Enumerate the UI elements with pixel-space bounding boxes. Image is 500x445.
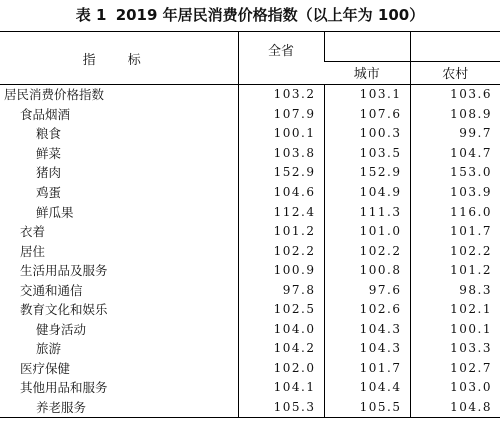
cell-urban: 103.1 — [324, 85, 410, 105]
cell-rural: 101.7 — [410, 222, 500, 242]
table-row — [0, 320, 500, 340]
cell-rural: 101.2 — [410, 261, 500, 281]
row-label: 交通和通信 — [20, 282, 83, 298]
cell-national: 100.9 — [238, 261, 324, 281]
row-label: 居住 — [20, 243, 46, 259]
cell-rural: 100.1 — [410, 320, 500, 340]
header-urban: 城市 — [324, 61, 410, 84]
cell-urban: 104.3 — [324, 320, 410, 340]
cell-national: 104.6 — [238, 183, 324, 203]
cell-urban: 104.4 — [324, 378, 410, 398]
cell-national: 107.9 — [238, 105, 324, 125]
table-row — [0, 105, 500, 125]
table-title-text: 2019 年居民消费价格指数（以上年为 100） — [115, 6, 425, 24]
cell-national: 104.2 — [238, 339, 324, 359]
table-row — [0, 124, 500, 144]
row-label: 养老服务 — [0, 398, 238, 418]
cell-rural: 108.9 — [410, 105, 500, 125]
table-row — [0, 359, 500, 379]
cell-rural: 104.8 — [410, 398, 500, 418]
cell-urban: 102.6 — [324, 300, 410, 320]
row-label: 食品烟酒 — [20, 106, 71, 122]
table-row — [0, 378, 500, 398]
row-label: 猪肉 — [36, 165, 62, 181]
table-row — [0, 339, 500, 359]
cell-urban: 102.2 — [324, 241, 410, 261]
cell-urban: 101.7 — [324, 359, 410, 379]
cell-rural: 116.0 — [410, 202, 500, 222]
cell-rural: 102.7 — [410, 359, 500, 379]
cell-rural: 98.3 — [410, 280, 500, 300]
cell-national: 152.9 — [238, 163, 324, 183]
table-row — [0, 144, 500, 164]
cell-national: 97.8 — [238, 280, 324, 300]
cell-rural: 103.6 — [410, 85, 500, 105]
table-row — [0, 300, 500, 320]
cell-rural: 102.1 — [410, 300, 500, 320]
table-row — [0, 183, 500, 203]
table-row — [0, 85, 500, 105]
cell-national: 103.2 — [238, 85, 324, 105]
cell-urban: 105.5 — [324, 398, 410, 418]
cell-rural: 103.3 — [410, 339, 500, 359]
cell-urban: 100.3 — [324, 124, 410, 144]
cell-urban: 107.6 — [324, 105, 410, 125]
header-urban-spacer — [324, 32, 410, 62]
row-label: 教育文化和娱乐 — [20, 302, 108, 318]
table-row — [0, 241, 500, 261]
header-indicator: 指 标 — [0, 32, 238, 85]
header-rural: 农村 — [410, 61, 500, 84]
row-label: 鲜瓜果 — [36, 204, 74, 220]
table-row — [0, 261, 500, 281]
row-label: 健身活动 — [36, 321, 87, 337]
table-row — [0, 202, 500, 222]
table-row — [0, 280, 500, 300]
cell-urban: 104.9 — [324, 183, 410, 203]
row-label: 鸡蛋 — [36, 185, 62, 200]
table-row — [0, 398, 500, 418]
cell-national: 102.0 — [238, 359, 324, 379]
table-title — [0, 4, 500, 26]
cell-national: 104.1 — [238, 378, 324, 398]
cell-urban: 152.9 — [324, 163, 410, 183]
row-label: 居民消费价格指数 — [0, 85, 238, 105]
table-row — [0, 163, 500, 183]
row-label: 衣着 — [20, 224, 46, 240]
cell-urban: 97.6 — [324, 280, 410, 300]
row-label: 粮食 — [36, 126, 62, 142]
cell-national: 102.2 — [238, 241, 324, 261]
cell-urban: 101.0 — [324, 222, 410, 242]
header-national: 全省 — [238, 32, 324, 85]
cell-national: 101.2 — [238, 222, 324, 242]
cell-urban: 104.3 — [324, 339, 410, 359]
cell-national: 104.0 — [238, 320, 324, 340]
cell-rural: 99.7 — [410, 124, 500, 144]
table-body — [0, 85, 500, 418]
cell-rural: 102.2 — [410, 241, 500, 261]
cell-national: 103.8 — [238, 144, 324, 164]
cell-national: 112.4 — [238, 202, 324, 222]
cell-rural: 153.0 — [410, 163, 500, 183]
cell-national: 100.1 — [238, 124, 324, 144]
cell-national: 105.3 — [238, 398, 324, 418]
cell-urban: 111.3 — [324, 202, 410, 222]
cell-national: 102.5 — [238, 300, 324, 320]
row-label: 鲜菜 — [36, 145, 62, 161]
table-row — [0, 222, 500, 242]
cell-rural: 104.7 — [410, 144, 500, 164]
header-rural-spacer — [410, 32, 500, 62]
table-number: 表 1 — [75, 6, 107, 24]
cell-rural: 103.9 — [410, 183, 500, 203]
row-label: 其他用品和服务 — [20, 380, 108, 396]
cell-urban: 103.5 — [324, 144, 410, 164]
cell-rural: 103.0 — [410, 378, 500, 398]
row-label: 旅游 — [36, 341, 62, 357]
table-header — [0, 32, 500, 85]
row-label: 医疗保健 — [20, 360, 71, 376]
row-label: 生活用品及服务 — [20, 263, 108, 279]
cpi-table — [0, 31, 500, 418]
cell-urban: 100.8 — [324, 261, 410, 281]
